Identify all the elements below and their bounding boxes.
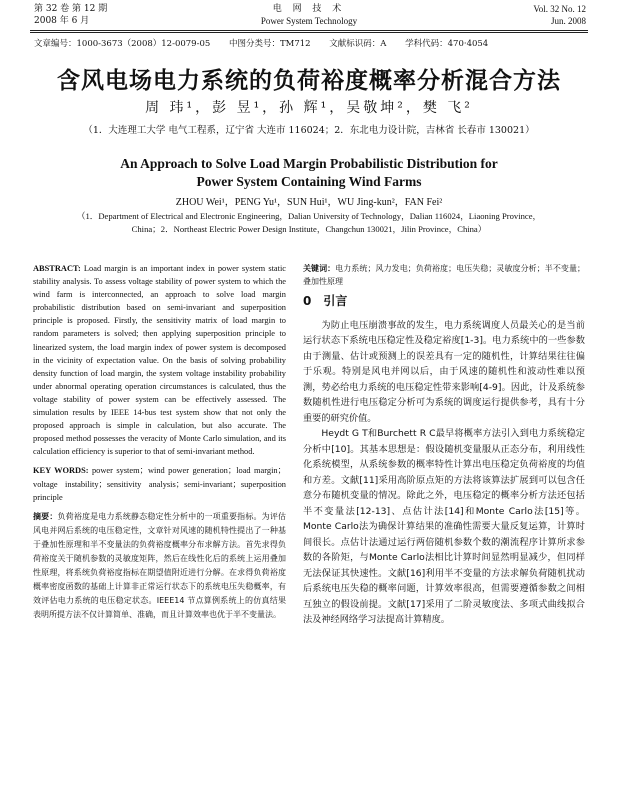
keywords-en-text: power system；wind power generation；load margin；voltage instability；sensitivity analysis；semi-invariant；superposition principle: [33, 466, 286, 502]
title-en-line1: An Approach to Solve Load Margin Probabilistic Distribution for: [120, 156, 498, 171]
section-heading-introduction: 0 引言: [303, 294, 348, 308]
clc-number: 中图分类号：TM712: [228, 39, 311, 49]
document-code: 文献标识码：A: [329, 39, 387, 49]
title-en-line2: Power System Containing Wind Farms: [196, 174, 422, 189]
keywords-cn-text: 电力系统；风力发电；负荷裕度；电压失稳；灵敏度分析；半不变量；叠加性原理: [303, 264, 586, 286]
publication-date-en: Jun. 2008: [550, 16, 586, 26]
left-column: [33, 262, 286, 628]
keywords-cn: [303, 262, 585, 288]
affiliation-en-line1: （1．Department of Electrical and Electronic Engineering，Dalian University of Technology，Dalian 116024，Liaoning Province，: [76, 211, 542, 221]
abstract-cn: [33, 510, 286, 622]
keywords-en: [33, 464, 286, 503]
abstract-cn-label: 摘要：: [33, 511, 58, 521]
volume-issue-en: Vol. 32 No. 12: [533, 4, 586, 14]
right-column: [303, 262, 585, 628]
journal-name-cn: 电 网 技 术: [272, 4, 346, 14]
header-rule-top: [30, 30, 588, 31]
abstract-cn-text: 负荷裕度是电力系统静态稳定性分析中的一项重要指标。为评估风电并网后系统的电压稳定性，文章针对风速的随机特性提出了一种基于叠加性原理和半不变量法的负荷裕度概率分布求解方法。首先求得负荷裕度关于随机参数的灵敏度矩阵，然后在线性化后的系统上运用叠加性原理，将系统负荷裕度指标在期望值附近进行分解。在求得负荷裕度概率密度函数的基础上计算非正常运行状态下的系统电压失稳概率，有效评估电力系统的电压稳定状态。IEEE14 节点算例系统上的仿真结果表明所提方法不仅计算简单、准确，而且计算效率也优于半不变量法。: [33, 511, 286, 619]
abstract-en-text: Load margin is an important index in power system static stability analysis. To assess voltage stability of power system to which the wind farm is interconnected, an approach to solve load margin probabilistic distribution based on semi-invariant and superposition principle is proposed. Firstly, the sensitivity matrix of load margin to random parameters is solved; then applying superposition principle to linearized system, the load margin index of power system is decomposed in the vicinity of expectation value. On the basis of solving probability density function of load margin, the system voltage instability probability under abnormal operating operation circumstances is calculated, thus the voltage stability of power system can be effectively assessed. The simulation results by IEEE 14-bus test system show that not only the proposed approach is simple in calculation, but also accurate. The proposed method possesses the veracity of Monte Carlo simulation, and its calculation efficiency is superior to that of semi-invariant method.: [33, 264, 286, 457]
subject-code: 学科代码：470·4054: [405, 39, 489, 49]
article-meta: [34, 37, 588, 49]
abstract-en: [33, 262, 286, 458]
intro-paragraph-1: 为防止电压崩溃事故的发生，电力系统调度人员最关心的是当前运行状态下系统电压稳定性及稳定裕度[1-3]。电力系统中的一些参数由于测量、估计或预测上的误差具有一定的随机性，计算结果往往偏于乐观。特别是风电并网以后，由于风速的随机性和波动性难以预测，势必给电力系统的电压稳定性带来影响[4-9]。因此，计及系统参数随机性进行电压稳定分析可为系统的调度运行提供参考，具有十分重要的研究价值。: [303, 319, 585, 424]
abstract-en-label: ABSTRACT:: [33, 264, 81, 273]
affiliation-en-line2: China；2．Northeast Electric Power Design Institute，Changchun 130021，Jilin Province，China）: [131, 224, 487, 234]
intro-paragraph-2: Heydt G T和Burchett R C最早将概率方法引入到电力系统稳定分析中[10]。其基本思想是：假设随机变量服从正态分布，利用线性化系统模型，从系统参数的概率特性计算出电压稳定负荷裕度的均值和方差。文献[11]采用高阶原点矩的方法将该算法扩展到可以包含任意分布随机变量的情况。除此之外，电压稳定的概率分析方法还包括半不变量法[12-13]、点估计法[14]和Monte Carlo法[15]等。Monte Carlo法为确保计算结果的准确性需要大量反复运算，计算时间很长。点估计法通过运行两倍随机参数个数的潮流程序计算所求参数的各阶矩，与Monte Carlo法相比计算时间显然明显减少，但同样无法保证其快速性。文献[16]利用半不变量的方法求解负荷随机扰动后系统电压失稳的概率问题，计算效率很高，但需要遵循参数之间相互独立的假设前提。文献[17]采用了二阶灵敏度法、多项式曲线拟合法及神经网络学习法提高计算精度。: [303, 428, 585, 625]
title-en: [0, 155, 618, 191]
keywords-en-label: KEY WORDS:: [33, 466, 89, 476]
publication-date: 2008 年 6 月: [34, 16, 90, 26]
affiliation-en: [28, 210, 590, 236]
authors-en: ZHOU Wei¹，PENG Yu¹，SUN Hui¹，WU Jing-kun²，FAN Fei²: [175, 197, 443, 208]
keywords-cn-label: 关键词：: [303, 264, 336, 273]
volume-issue: 第 32 卷 第 12 期: [34, 4, 108, 14]
title-cn: 含风电场电力系统的负荷裕度概率分析混合方法: [57, 68, 561, 94]
header-rule-bottom: [30, 32, 588, 33]
authors-cn: 周 玮¹，彭 昱¹，孙 辉¹，吴敬坤²，樊 飞²: [145, 100, 473, 116]
journal-name-en: Power System Technology: [260, 16, 358, 26]
article-number: 文章编号：1000-3673（2008）12-0079-05: [34, 39, 211, 49]
affiliation-cn: （1．大连理工大学 电气工程系，辽宁省 大连市 116024；2．东北电力设计院，吉林省 长春市 130021）: [83, 125, 535, 136]
